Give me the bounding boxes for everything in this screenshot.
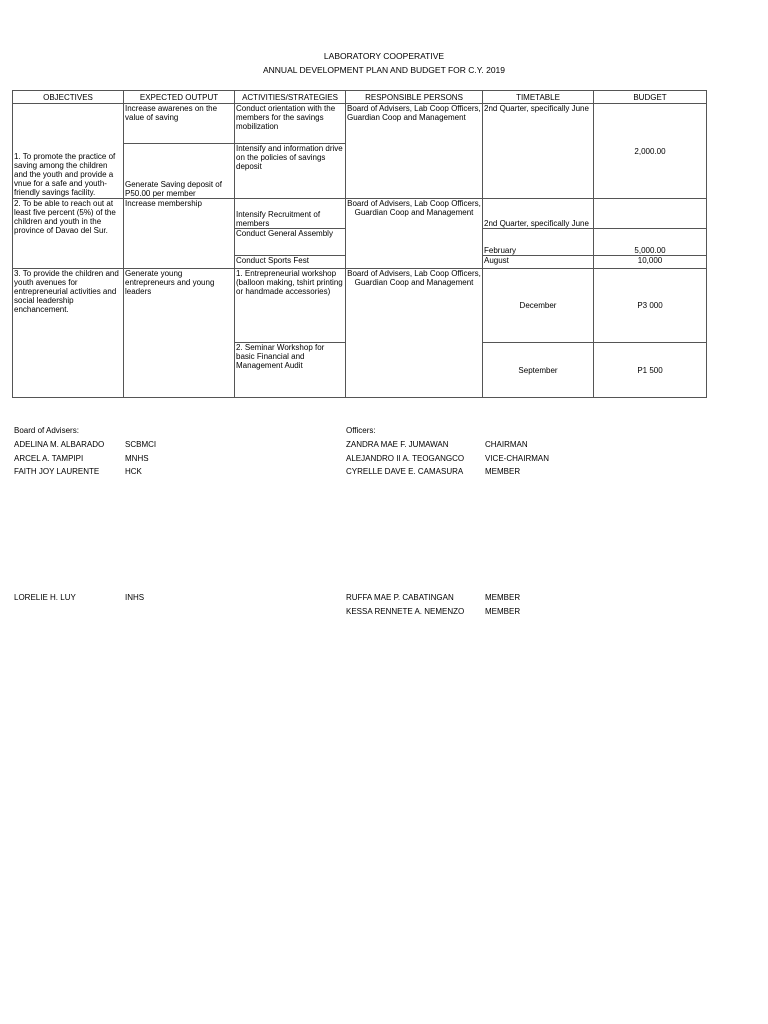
responsible-cell: Board of Advisers, Lab Coop Officers, Guardian Coop and Management — [346, 104, 483, 199]
activity-cell: Conduct General Assembly — [235, 229, 346, 256]
officer-name: KESSA RENNETE A. NEMENZO — [346, 607, 465, 616]
column-header: RESPONSIBLE PERSONS — [346, 91, 483, 104]
adviser-school: SCBMCI — [125, 440, 157, 449]
officer-role: MEMBER — [485, 607, 521, 616]
responsible-cell: Board of Advisers, Lab Coop Officers, Guardian Coop and Management — [346, 199, 483, 269]
advisers-label: Board of Advisers: — [14, 426, 79, 435]
adviser-school: HCK — [125, 467, 142, 476]
plan-table — [12, 90, 707, 398]
column-header: EXPECTED OUTPUT — [124, 91, 235, 104]
activity-cell: Conduct Sports Fest — [235, 256, 346, 269]
output-cell: Increase awarenes on the value of saving — [124, 104, 235, 144]
objective-cell: 2. To be able to reach out at least five percent (5%) of the children and youth in the province of Davao del Sur. — [13, 199, 124, 269]
table-row — [13, 104, 707, 144]
activity-cell: 1. Entrepreneurial workshop (balloon making, tshirt printing or handmade accessories) — [235, 269, 346, 343]
adviser-school: MNHS — [125, 454, 149, 463]
adviser-name: FAITH JOY LAURENTE — [14, 467, 100, 476]
officer-role: MEMBER — [485, 593, 521, 602]
officer-role: VICE-CHAIRMAN — [485, 454, 550, 463]
timetable-cell: 2nd Quarter, specifically June — [483, 104, 594, 199]
column-header: TIMETABLE — [483, 91, 594, 104]
column-header: OBJECTIVES — [13, 91, 124, 104]
officer-role: MEMBER — [485, 467, 521, 476]
activity-cell: Conduct orientation with the members for the savings mobilization — [235, 104, 346, 144]
responsible-cell: Board of Advisers, Lab Coop Officers, Guardian Coop and Management — [346, 269, 483, 398]
budget-cell: 2,000.00 — [594, 104, 707, 199]
table-row — [13, 199, 707, 229]
activity-cell: 2. Seminar Workshop for basic Financial and Management Audit — [235, 343, 346, 398]
adviser-name: LORELIE H. LUY — [14, 593, 76, 602]
officer-name: RUFFA MAE P. CABATINGAN — [346, 593, 454, 602]
timetable-cell: 2nd Quarter, specifically June — [483, 199, 594, 229]
officer-name: ALEJANDRO II A. TEOGANGCO — [346, 454, 465, 463]
budget-cell: 5,000.00 — [594, 229, 707, 256]
objective-cell: 1. To promote the practice of saving among the children and the youth and provide a vnue for a safe and youth-friendly savings facility. — [13, 104, 124, 199]
org-title: LABORATORY COOPERATIVE — [323, 51, 445, 61]
budget-cell: P3 000 — [594, 269, 707, 343]
table-row — [13, 269, 707, 343]
officers-label: Officers: — [346, 426, 376, 435]
timetable-cell: September — [483, 343, 594, 398]
budget-cell: P1 500 — [594, 343, 707, 398]
column-header: BUDGET — [594, 91, 707, 104]
adviser-school: INHS — [125, 593, 145, 602]
budget-cell — [594, 199, 707, 229]
plan-title: ANNUAL DEVELOPMENT PLAN AND BUDGET FOR C.Y. 2019 — [262, 65, 505, 75]
officer-name: ZANDRA MAE F. JUMAWAN — [346, 440, 449, 449]
output-cell: Generate Saving deposit of P50.00 per member — [124, 144, 235, 199]
adviser-name: ADELINA M. ALBARADO — [14, 440, 105, 449]
officer-name: CYRELLE DAVE E. CAMASURA — [346, 467, 464, 476]
activity-cell: Intensify Recruitment of members — [235, 199, 346, 229]
output-cell: Generate young entrepreneurs and young leaders — [124, 269, 235, 398]
adviser-name: ARCEL A. TAMPIPI — [14, 454, 84, 463]
output-cell: Increase membership — [124, 199, 235, 269]
officer-role: CHAIRMAN — [485, 440, 528, 449]
activity-cell: Intensify and information drive on the policies of savings deposit — [235, 144, 346, 199]
table-header-row — [13, 91, 707, 104]
timetable-cell: August — [483, 256, 594, 269]
budget-cell: 10,000 — [594, 256, 707, 269]
timetable-cell: February — [483, 229, 594, 256]
timetable-cell: December — [483, 269, 594, 343]
objective-cell: 3. To provide the children and youth avenues for entrepreneurial activities and social leadership enchancement. — [13, 269, 124, 398]
column-header: ACTIVITIES/STRATEGIES — [235, 91, 346, 104]
